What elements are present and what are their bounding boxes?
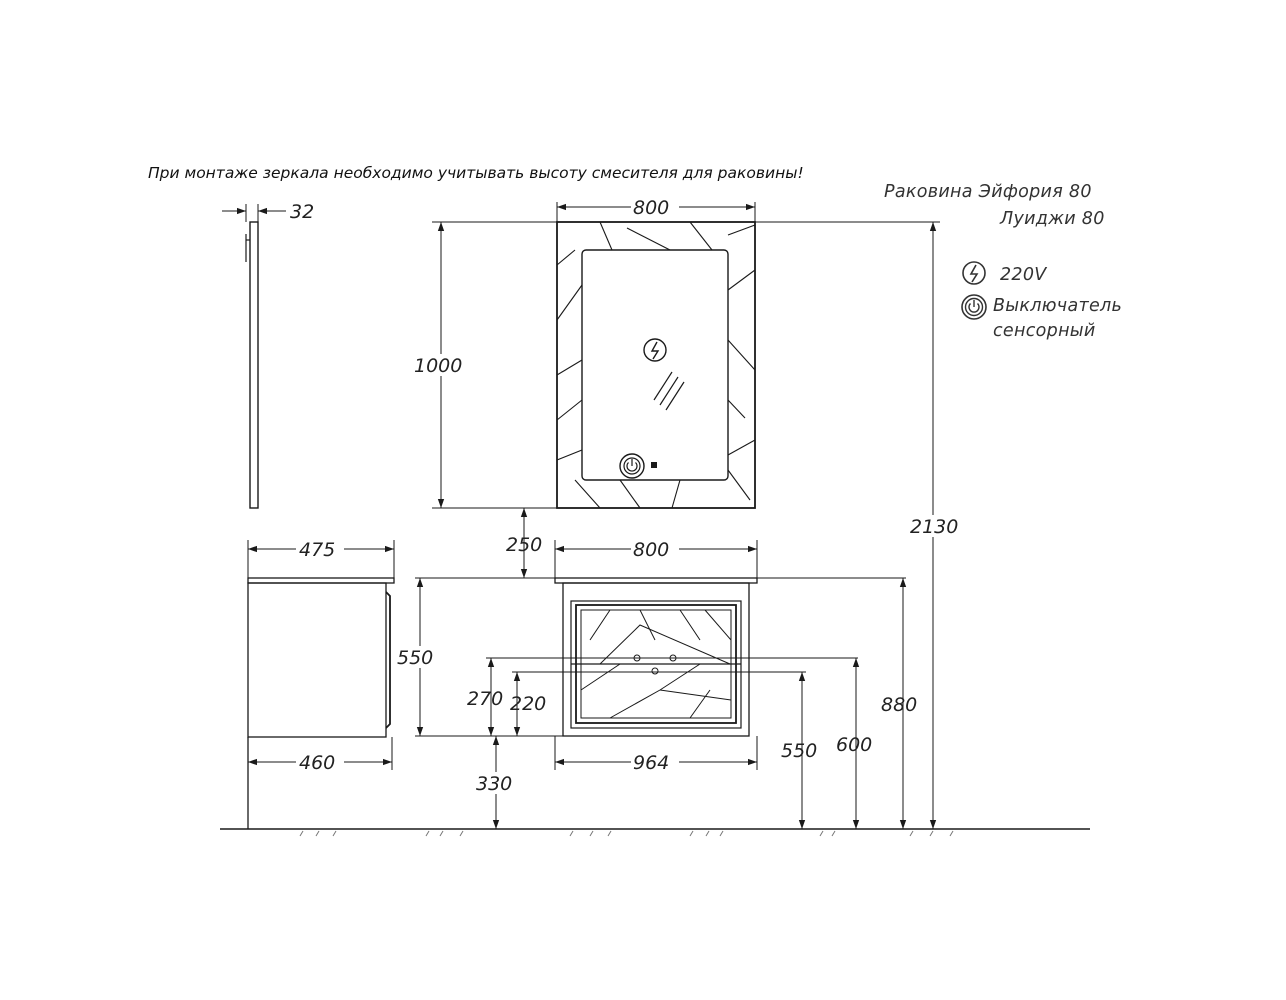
mirror-lightning-icon	[644, 339, 666, 361]
dim-cabinet-height: 550	[397, 647, 434, 669]
dim-gap-to-mirror: 250	[506, 534, 543, 556]
dim-cabinet-width: 800	[633, 539, 670, 561]
mounting-note: При монтаже зеркала необходимо учитывать высоту смесителя для раковины!	[148, 164, 804, 182]
dim-220: 220	[510, 693, 547, 715]
dim-mirror-height: 1000	[414, 355, 463, 377]
cabinet-model-label: Луиджи 80	[1000, 209, 1105, 229]
lightning-icon	[963, 262, 985, 284]
mirror-side-view	[222, 204, 286, 508]
power-legend-label: 220V	[1000, 265, 1047, 285]
sink-model-label: Раковина Эйфория 80	[884, 182, 1092, 202]
dim-side-top-depth: 475	[299, 539, 336, 561]
switch-legend-label-2: сенсорный	[993, 321, 1096, 341]
dim-total-height: 2130	[910, 516, 959, 538]
power-button-icon	[962, 295, 986, 319]
dim-550-floor: 550	[781, 740, 818, 762]
dim-880: 880	[881, 694, 918, 716]
floor-line	[220, 829, 1090, 836]
switch-legend-label-1: Выключатель	[993, 296, 1123, 316]
cabinet-side-view	[248, 540, 394, 829]
dim-legs-height: 330	[476, 773, 513, 795]
dim-600: 600	[836, 734, 873, 756]
mirror-touch-switch-icon	[620, 454, 657, 478]
dim-270: 270	[467, 688, 504, 710]
dim-mirror-depth: 32	[290, 201, 315, 223]
mirror-glass-marks	[654, 372, 684, 410]
dim-side-bottom-depth: 460	[299, 752, 336, 774]
dim-mirror-width: 800	[633, 197, 670, 219]
dim-mount-width: 964	[633, 752, 670, 774]
